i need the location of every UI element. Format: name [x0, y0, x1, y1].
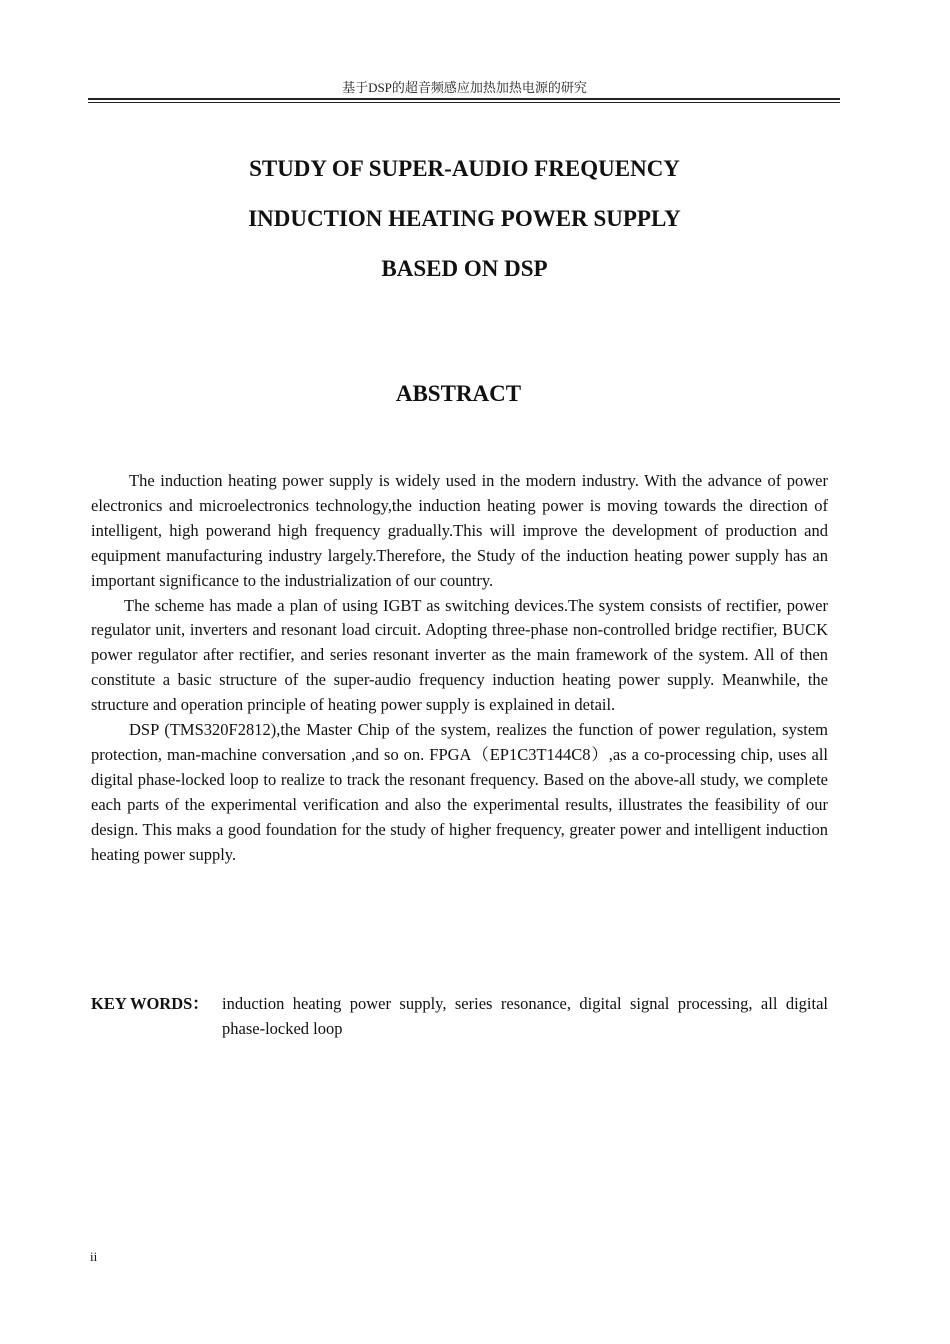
abstract-paragraph: The scheme has made a plan of using IGBT as switching devices.The system consists of rectifier, power regulator unit, inverters and resonant load circuit. Adopting three-phase non-controlled bridge rectifier, BUCK power regulator after rectifier, and series resonant inverter as the main framework of the system. All of then constitute a basic structure of the super-audio frequency induction heating power supply. Meanwhile, the structure and operation principle of heating power supply is explained in detail. [91, 595, 828, 715]
title-line: STUDY OF SUPER-AUDIO FREQUENCY [249, 156, 680, 181]
keywords [91, 992, 828, 1042]
header-rule-thin [88, 102, 840, 103]
abstract-paragraph: The induction heating power supply is widely used in the modern industry. With the advance of power electronics and microelectronics technology,the induction heating power is moving towards the direction of intelligent, high powerand high frequency gradually.This will improve the development of production and equipment manufacturing industry largely.Therefore, the Study of the induction heating power supply has an important significance to the industrialization of our country. [91, 471, 828, 590]
title-line: INDUCTION HEATING POWER SUPPLY [248, 206, 681, 231]
keywords-label: KEY WORDS： [91, 994, 209, 1013]
abstract-body [91, 469, 828, 868]
abstract-heading: ABSTRACT [395, 381, 522, 406]
document-title [0, 154, 929, 304]
page-number: ii [90, 1249, 98, 1264]
keywords-text: induction heating power supply, series resonance, digital signal processing, all digital phase-locked loop [222, 994, 828, 1038]
abstract-paragraph: DSP (TMS320F2812),the Master Chip of the system, realizes the function of power regulation, system protection, man-machine conversation ,and so on. FPGA（EP1C3T144C8）,as a co-processing chip, uses all digital phase-locked loop to realize to track the resonant frequency. Based on the above-all study, we complete each parts of the experimental verification and also the experimental results, illustrates the feasibility of our design. This maks a good foundation for the study of higher frequency, greater power and intelligent induction heating power supply. [91, 720, 828, 864]
running-header: 基于DSP的超音频感应加热加热电源的研究 [342, 80, 587, 95]
title-line: BASED ON DSP [381, 256, 548, 281]
header-rule [88, 98, 840, 100]
